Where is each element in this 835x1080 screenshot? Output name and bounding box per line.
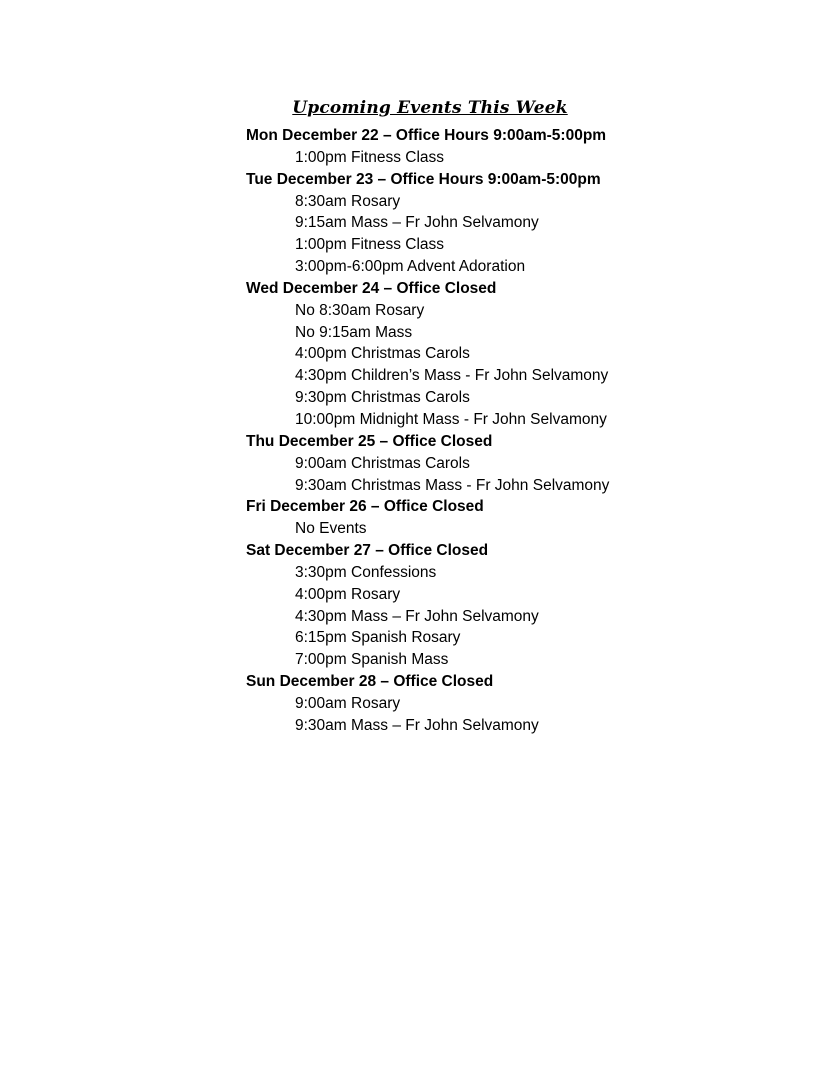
day-section — [246, 540, 806, 671]
event-item: 9:15am Mass – Fr John Selvamony — [295, 214, 539, 232]
day-section — [246, 431, 806, 497]
event-item: 4:00pm Christmas Carols — [295, 345, 470, 363]
day-section — [246, 169, 806, 278]
event-item: 9:00am Rosary — [295, 694, 401, 712]
page-title: Upcoming Events This Week — [292, 98, 568, 118]
event-item: 4:00pm Rosary — [295, 585, 401, 603]
day-section — [246, 496, 806, 540]
event-item: 4:30pm Mass – Fr John Selvamony — [295, 607, 539, 625]
event-item: 9:30pm Christmas Carols — [295, 389, 470, 407]
day-heading: Thu December 25 – Office Closed — [246, 432, 493, 450]
event-item: 8:30am Rosary — [295, 192, 401, 210]
day-heading: Mon December 22 – Office Hours 9:00am-5:00pm — [246, 127, 607, 144]
day-section — [246, 671, 806, 737]
event-item: No 9:15am Mass — [295, 323, 413, 341]
event-item: 4:30pm Children’s Mass - Fr John Selvamony — [295, 367, 609, 385]
event-item: 6:15pm Spanish Rosary — [295, 629, 461, 647]
event-item: 3:00pm-6:00pm Advent Adoration — [295, 258, 526, 276]
event-item: 9:00am Christmas Carols — [295, 454, 470, 472]
event-item: 3:30pm Confessions — [295, 563, 437, 581]
day-section — [246, 125, 806, 169]
event-item: 9:30am Mass – Fr John Selvamony — [295, 716, 539, 734]
event-item: 7:00pm Spanish Mass — [295, 651, 449, 669]
day-section — [246, 278, 806, 431]
event-item: 10:00pm Midnight Mass - Fr John Selvamony — [295, 410, 607, 428]
event-item: No 8:30am Rosary — [295, 301, 425, 319]
day-heading: Tue December 23 – Office Hours 9:00am-5:00pm — [246, 170, 601, 188]
day-heading: Sun December 28 – Office Closed — [246, 673, 494, 691]
event-item: 1:00pm Fitness Class — [295, 148, 445, 166]
day-heading: Sat December 27 – Office Closed — [246, 542, 489, 560]
event-item: 9:30am Christmas Mass - Fr John Selvamony — [295, 476, 610, 494]
day-heading: Fri December 26 – Office Closed — [246, 498, 484, 516]
event-item: 1:00pm Fitness Class — [295, 236, 445, 254]
day-heading: Wed December 24 – Office Closed — [246, 279, 497, 297]
event-item: No Events — [295, 520, 367, 538]
event-schedule — [246, 125, 806, 737]
